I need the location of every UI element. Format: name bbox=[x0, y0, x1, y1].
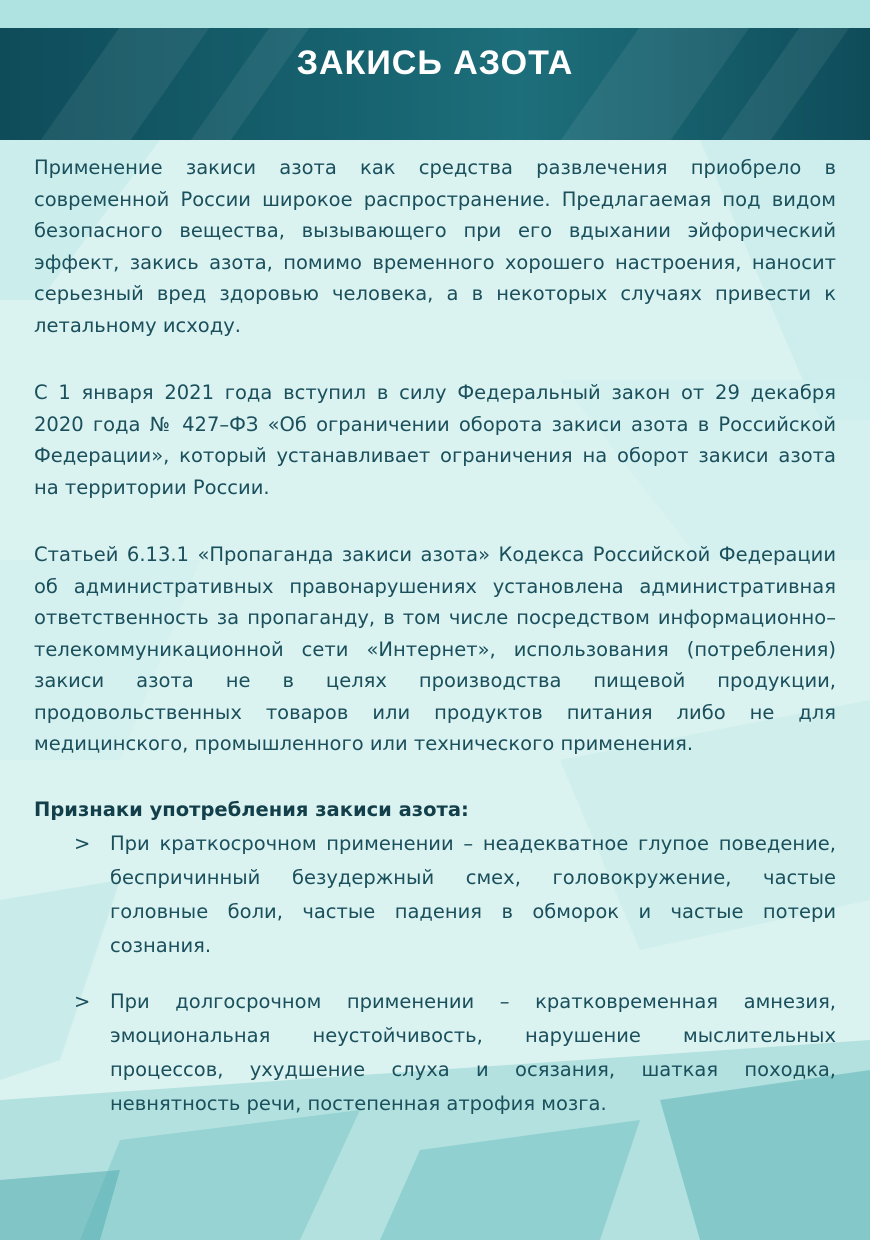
signs-list bbox=[34, 827, 836, 1121]
article-body bbox=[34, 152, 836, 1143]
signs-heading: Признаки употребления закиси азота: bbox=[34, 797, 469, 821]
long-term-signs: При долгосрочном применении – кратковременная амнезия, эмоциональная неустойчивость, нарушение мыслительных процессов, ухудшение слуха и осязания, шаткая походка, невнятность речи, постепенная атрофия мозга. bbox=[110, 989, 836, 1115]
intro-paragraph: Применение закиси азота как средства развлечения приобрело в современной России широкое распространение. Предлагаемая под видом безопасного вещества, вызывающего при его вдыхании эйфорический эффект, закись азота, помимо временного хорошего настроения, наносит серьезный вред здоровью человека, а в некоторых случаях привести к летальному исходу. bbox=[34, 156, 836, 337]
liability-paragraph: Статьей 6.13.1 «Пропаганда закиси азота» Кодекса Российской Федерации об административных правонарушениях установлена административная ответственность за пропаганду, в том числе посредством информационно–телекоммуникационной сети «Интернет», использования (потребления) закиси азота не в целях производства пищевой продукции, продовольственных товаров или продуктов питания либо не для медицинского, промышленного или технического применения. bbox=[34, 543, 836, 755]
page-title: ЗАКИСЬ АЗОТА bbox=[296, 44, 574, 82]
short-term-signs: При краткосрочном применении – неадекватное глупое поведение, беспричинный безудержный смех, головокружение, частые головные боли, частые падения в обморок и частые потери сознания. bbox=[110, 831, 836, 957]
bullet-chevron-icon: > bbox=[74, 831, 91, 855]
bullet-chevron-icon: > bbox=[74, 989, 91, 1013]
list-item bbox=[34, 827, 836, 963]
law-paragraph: С 1 января 2021 года вступил в силу Федеральный закон от 29 декабря 2020 года № 427–ФЗ «Об ограничении оборота закиси азота в Российской Федерации», который устанавливает ограничения на оборот закиси азота на территории России. bbox=[34, 381, 836, 499]
list-item bbox=[34, 985, 836, 1121]
